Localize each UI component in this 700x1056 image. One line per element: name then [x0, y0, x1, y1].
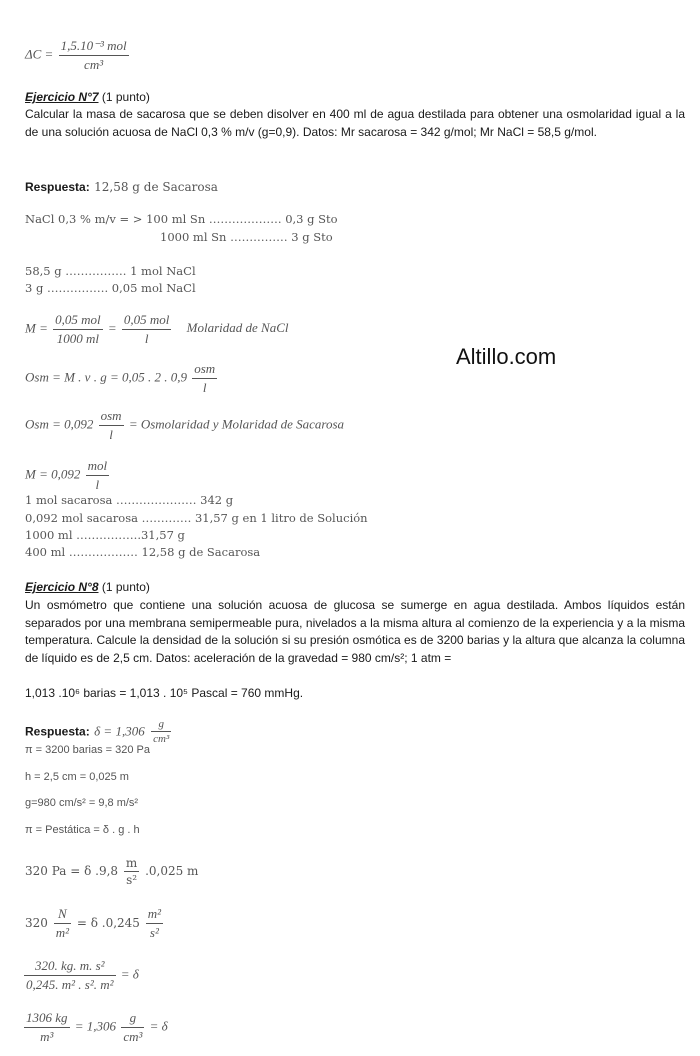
m-eq-f2-num: 0,05 mol [122, 312, 172, 330]
m-eq-label: Molaridad de NaCl [186, 320, 289, 336]
pi-line: π = 3200 barias = 320 Pa [25, 744, 151, 756]
m-eq-f2-den: l [144, 331, 149, 346]
mol-line-2: 3 g ……………. 0,05 mol NaCl [25, 281, 196, 295]
ex8-statement: Un osmómetro que contiene una solución acuosa de glucosa se sumerge en agua destilada. Ambos líquidos están separados por una membrana semipermeable pura, nivelados a la misma altura al comienzo de la experiencia y a la misma temperatura. Calcule la densidad de la solución si su presión osmótica es de 3200 barias y la altura que alcanza la columna de líquido es de 2,5 cm. Datos: aceleración de la gravedad = 980 cm/s²; 1 atm = [25, 598, 685, 665]
delta-c-num: 1,5.10⁻³ mol [59, 38, 129, 56]
eq4-mid: = 1,306 [74, 1018, 117, 1034]
sac-line-1: 1 mol sacarosa ………………… 342 g [25, 493, 234, 507]
ex7-points: (1 punto) [101, 90, 150, 104]
osm-eq1-lhs: Osm = M . v . g = 0,05 . 2 . 0,9 [25, 369, 187, 385]
osm-eq2-label: = Osmolaridad y Molaridad de Sacarosa [128, 416, 345, 432]
osm-eq1-num: osm [192, 361, 217, 379]
eq2-fraction-1 [54, 906, 71, 941]
eq1-fraction [124, 856, 139, 887]
osm-eq2-den: l [109, 427, 113, 442]
g-line: g=980 cm/s² = 9,8 m/s² [25, 797, 139, 809]
eq4-den1: m³ [40, 1029, 54, 1044]
ex8-answer-label: Respuesta: [25, 724, 90, 739]
ex8-answer-num: g [151, 718, 171, 732]
osm-equation-2 [25, 408, 344, 443]
eq2-den1: m² [55, 925, 70, 940]
osm-eq1-fraction [192, 361, 217, 396]
mol-line-1: 58,5 g ……………. 1 mol NaCl [25, 264, 196, 278]
sac-line-3: 1000 ml ……………..31,57 g [25, 528, 185, 542]
m-eq-equals: = [107, 320, 117, 336]
ex8-title: Ejercicio N°8 [25, 580, 99, 594]
eq2-den2: s² [149, 925, 159, 940]
osm-eq2-lhs: Osm = 0,092 [25, 416, 94, 432]
nacl-line-2: 1000 ml Sn …………… 3 g Sto [160, 230, 333, 244]
nacl-line-1: NaCl 0,3 % m/v = > 100 ml Sn ………………. 0,3 g Sto [25, 212, 338, 226]
ex8-answer-fraction [151, 718, 171, 745]
delta-c-lhs: ΔC = [25, 46, 54, 62]
eq3-num: 320. kg. m. s² [24, 958, 116, 976]
m-eq-f1-den: 1000 ml [56, 331, 99, 346]
ex8-answer-lhs: δ = 1,306 [94, 723, 145, 739]
eq1-den: s² [126, 873, 138, 887]
ex8-answer-den: cm³ [153, 733, 170, 745]
delta-c-den: cm³ [84, 57, 104, 72]
density-eq-2 [25, 906, 165, 941]
osm-eq2-fraction [99, 408, 124, 443]
delta-c-fraction [59, 38, 129, 73]
ex8-points: (1 punto) [101, 580, 150, 594]
density-eq-1 [25, 856, 198, 887]
watermark-altillo: Altillo.com [456, 344, 557, 369]
ex7-statement: Calcular la masa de sacarosa que se deben disolver en 400 ml de agua destilada para obtener una osmolaridad igual a la de una solución acuosa de NaCl 0,3 % m/v (g=0,9). Datos: Mr sacarosa = 342 g/mol; Mr NaCl = 58,5 g/mol. [25, 107, 685, 139]
molarity-sacarosa-equation [25, 458, 111, 493]
m-eq-f1-num: 0,05 mol [53, 312, 103, 330]
eq4-den2: cm³ [123, 1029, 143, 1044]
eq1-rhs: .0,025 m [145, 864, 199, 878]
osm-eq2-num: osm [99, 408, 124, 426]
eq4-fraction-1 [24, 1010, 70, 1045]
ex7-answer-value: 12,58 g de Sacarosa [94, 180, 218, 194]
eq4-fraction-2 [121, 1010, 144, 1045]
osm-equation-1 [25, 361, 219, 396]
eq4-rhs: = δ [149, 1018, 168, 1034]
eq2-fraction-2 [146, 906, 163, 941]
sac-line-2: 0,092 mol sacarosa …………. 31,57 g en 1 litro de Solución [25, 511, 368, 525]
ex8-answer [25, 718, 173, 745]
eq2-mid: = δ .0,245 [76, 916, 140, 930]
molarity-nacl-equation [25, 312, 288, 347]
eq2-lhs: 320 [25, 916, 48, 930]
eq3-rhs: = δ [120, 966, 139, 982]
eq4-num2: g [121, 1010, 144, 1028]
eq2-num2: m² [146, 906, 163, 924]
eq3-fraction [24, 958, 116, 993]
delta-c-equation [25, 38, 131, 73]
eq3-den: 0,245. m² . s². m² [26, 977, 114, 992]
eq2-num1: N [54, 906, 71, 924]
ex8-heading [25, 580, 150, 594]
eq4-num1: 1306 kg [24, 1010, 70, 1028]
m-eq-lhs: M = [25, 320, 48, 336]
osm-eq1-den: l [202, 380, 207, 395]
m-eq-fraction-2 [122, 312, 172, 347]
m2-eq-fraction [86, 458, 110, 493]
density-eq-4 [22, 1010, 168, 1045]
m2-eq-den: l [95, 477, 100, 492]
m2-eq-lhs: M = 0,092 [25, 466, 81, 482]
ex7-heading [25, 90, 150, 104]
ex8-statement-end: 1,013 .10⁶ barias = 1,013 . 10⁵ Pascal = 760 mmHg. [25, 686, 304, 700]
eq1-lhs: 320 Pa = δ .9,8 [25, 864, 119, 878]
ex7-answer [25, 178, 218, 196]
h-line: h = 2,5 cm = 0,025 m [25, 771, 129, 783]
ex7-title: Ejercicio N°7 [25, 90, 99, 104]
m2-eq-num: mol [86, 458, 110, 476]
ex7-answer-label: Respuesta: [25, 180, 90, 194]
sac-line-4: 400 ml ……………… 12,58 g de Sacarosa [25, 545, 261, 559]
eq1-num: m [125, 856, 138, 870]
m-eq-fraction-1 [53, 312, 103, 347]
density-eq-3 [22, 958, 139, 993]
pressure-line: π = Pestática = δ . g . h [25, 824, 140, 836]
